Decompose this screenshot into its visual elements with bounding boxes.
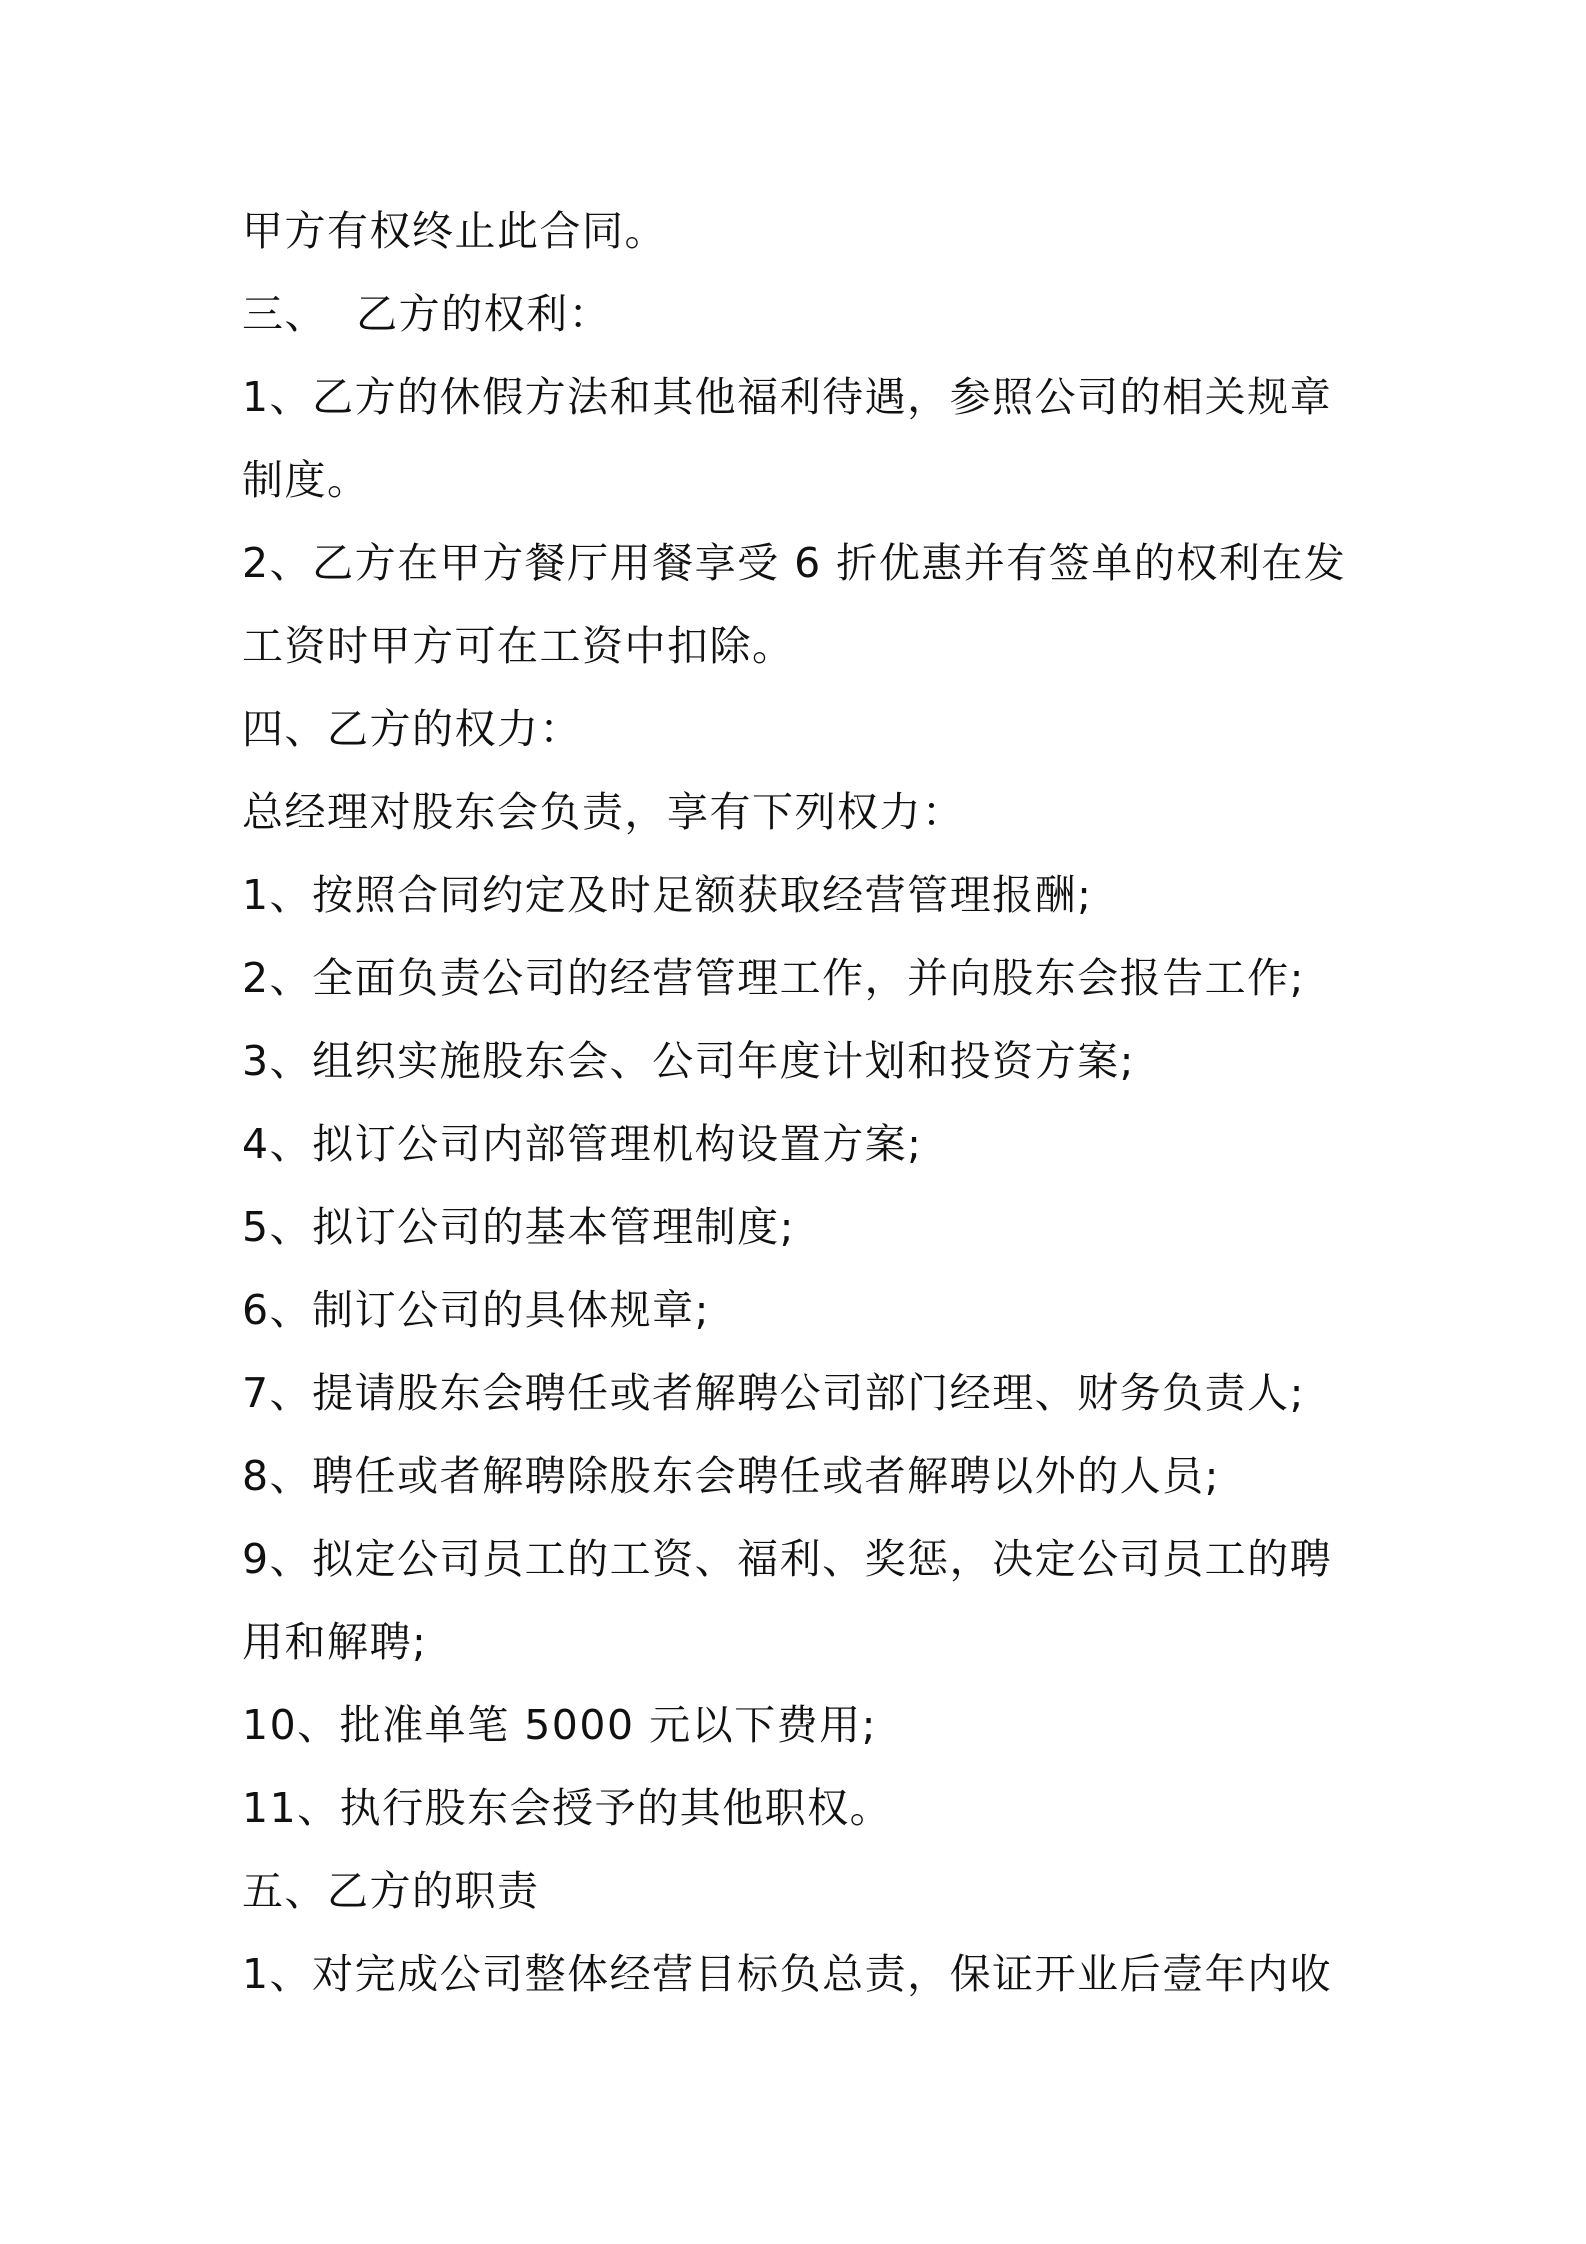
text-line: 总经理对股东会负责，享有下列权力： bbox=[242, 788, 965, 836]
text-line: 用和解聘; bbox=[242, 1618, 428, 1666]
text-line: 工资时甲方可在工资中扣除。 bbox=[242, 622, 795, 670]
text-line: 制度。 bbox=[242, 456, 370, 504]
text-line: 2、乙方在甲方餐厅用餐享受 6 折优惠并有签单的权利在发 bbox=[242, 539, 1347, 587]
list-item: 5、拟订公司的基本管理制度; bbox=[242, 1203, 795, 1251]
section-heading: 四、乙方的权力： bbox=[242, 705, 582, 753]
list-item: 6、制订公司的具体规章; bbox=[242, 1286, 710, 1334]
list-item: 1、按照合同约定及时足额获取经营管理报酬; bbox=[242, 871, 1093, 919]
text-line: 1、乙方的休假方法和其他福利待遇，参照公司的相关规章 bbox=[242, 373, 1333, 421]
list-item: 9、拟定公司员工的工资、福利、奖惩，决定公司员工的聘 bbox=[242, 1535, 1333, 1583]
section-heading: 五、乙方的职责 bbox=[242, 1867, 540, 1915]
text-line: 甲方有权终止此合同。 bbox=[242, 207, 667, 255]
list-item: 1、对完成公司整体经营目标负总责，保证开业后壹年内收 bbox=[242, 1950, 1333, 1998]
list-item: 8、聘任或者解聘除股东会聘任或者解聘以外的人员; bbox=[242, 1452, 1220, 1500]
document-body bbox=[242, 190, 1362, 2016]
list-item: 4、拟订公司内部管理机构设置方案; bbox=[242, 1120, 923, 1168]
list-item: 3、组织实施股东会、公司年度计划和投资方案; bbox=[242, 1037, 1135, 1085]
section-heading: 三、 乙方的权利： bbox=[242, 290, 612, 338]
list-item: 2、全面负责公司的经营管理工作，并向股东会报告工作; bbox=[242, 954, 1305, 1002]
list-item: 10、批准单笔 5000 元以下费用; bbox=[242, 1701, 877, 1749]
list-item: 7、提请股东会聘任或者解聘公司部门经理、财务负责人; bbox=[242, 1369, 1305, 1417]
list-item: 11、执行股东会授予的其他职权。 bbox=[242, 1784, 893, 1832]
